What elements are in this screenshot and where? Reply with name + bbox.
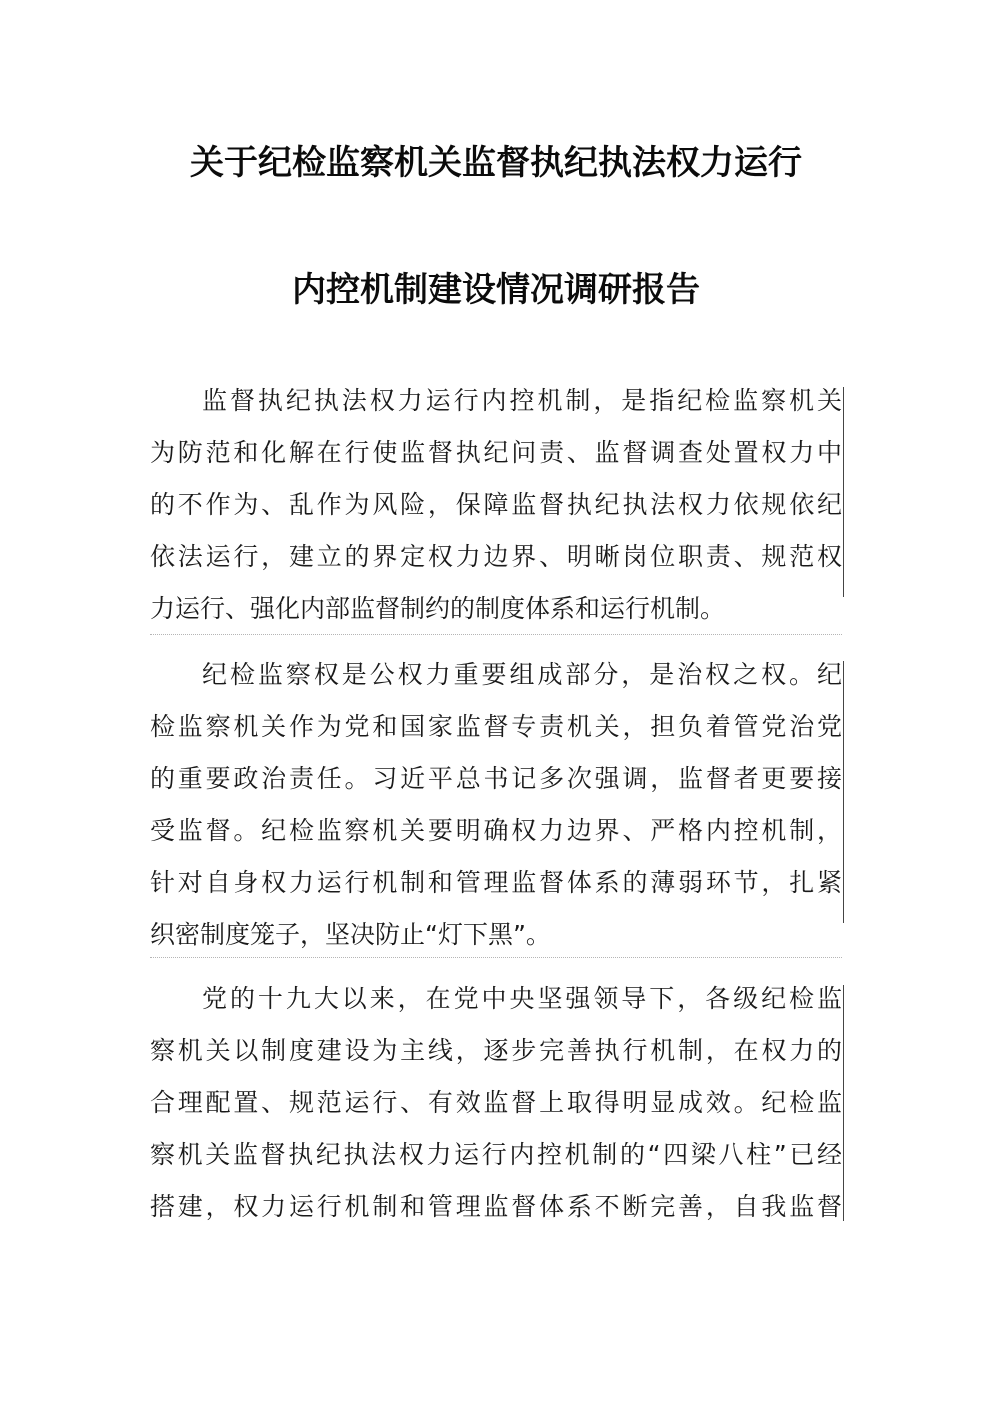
paragraph-line: 的不作为、乱作为风险，保障监督执纪执法权力依规依纪 bbox=[150, 490, 842, 519]
paragraph-line: 力运行、强化内部监督制约的制度体系和运行机制。 bbox=[150, 594, 726, 623]
paragraph-divider bbox=[150, 634, 842, 635]
paragraph-line: 的重要政治责任。习近平总书记多次强调，监督者更要接 bbox=[150, 764, 842, 793]
paragraph-line: 织密制度笼子，坚决防止“灯下黑”。 bbox=[150, 920, 551, 949]
paragraph-line: 为防范和化解在行使监督执纪问责、监督调查处置权力中 bbox=[150, 438, 842, 467]
paragraph-line: 针对自身权力运行机制和管理监督体系的薄弱环节，扎紧 bbox=[150, 868, 842, 897]
paragraph-line: 监督执纪执法权力运行内控机制，是指纪检监察机关 bbox=[202, 386, 842, 415]
paragraph-line: 纪检监察权是公权力重要组成部分，是治权之权。纪 bbox=[202, 660, 842, 689]
paragraph-line: 合理配置、规范运行、有效监督上取得明显成效。纪检监 bbox=[150, 1088, 842, 1117]
document-title-line2: 内控机制建设情况调研报告 bbox=[292, 270, 700, 310]
paragraph-line: 察机关以制度建设为主线，逐步完善执行机制，在权力的 bbox=[150, 1036, 842, 1065]
paragraph-line: 检监察机关作为党和国家监督专责机关，担负着管党治党 bbox=[150, 712, 842, 741]
paragraph-line: 搭建，权力运行机制和管理监督体系不断完善，自我监督 bbox=[150, 1192, 842, 1221]
margin-rule bbox=[843, 387, 844, 597]
paragraph-line: 受监督。纪检监察机关要明确权力边界、严格内控机制， bbox=[150, 816, 842, 845]
margin-rule bbox=[843, 985, 844, 1221]
paragraph-divider bbox=[150, 957, 842, 958]
margin-rule bbox=[843, 661, 844, 923]
paragraph-line: 依法运行，建立的界定权力边界、明晰岗位职责、规范权 bbox=[150, 542, 842, 571]
paragraph-line: 党的十九大以来，在党中央坚强领导下，各级纪检监 bbox=[202, 984, 842, 1013]
document-title-line1: 关于纪检监察机关监督执纪执法权力运行 bbox=[190, 143, 802, 183]
paragraph-line: 察机关监督执纪执法权力运行内控机制的“四梁八柱”已经 bbox=[150, 1140, 842, 1169]
